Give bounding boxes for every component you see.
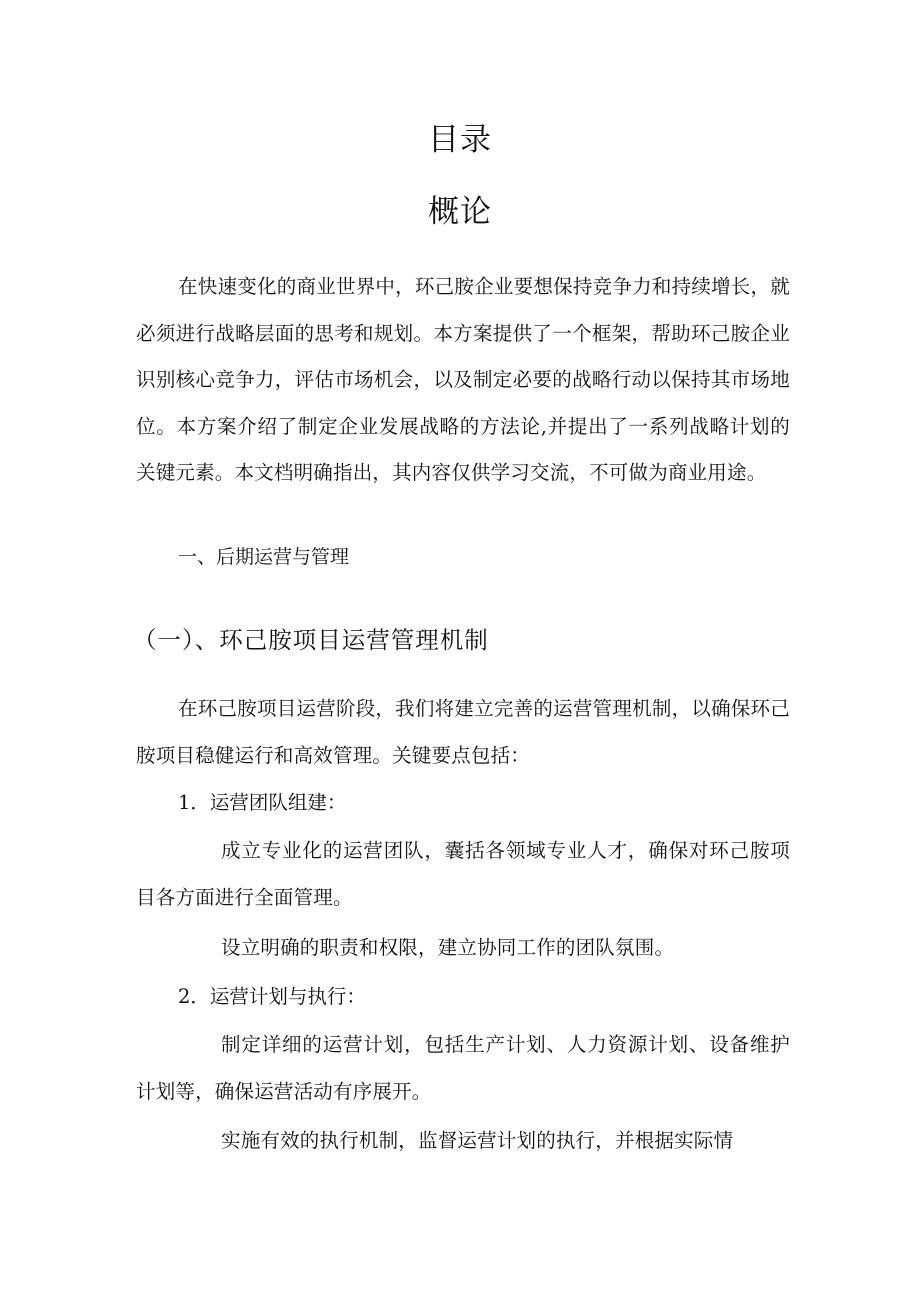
chapter-title: 概论 [428, 194, 492, 230]
list-item-paragraph: 成立专业化的运营团队，囊括各领域专业人才，确保对环己胺项目各方面进行全面管理。 [136, 839, 790, 909]
list-item-paragraph: 制定详细的运营计划，包括生产计划、人力资源计划、设备维护计划等，确保运营活动有序展开。 [136, 1033, 790, 1103]
list-item-paragraph: 实施有效的执行机制，监督运营计划的执行，并根据实际情 [221, 1129, 734, 1152]
section-heading: 一、后期运营与管理 [178, 546, 350, 568]
list-item-paragraph: 设立明确的职责和权限，建立协同工作的团队氛围。 [221, 936, 675, 959]
subsection-heading: （一）、环己胺项目运营管理机制 [133, 626, 489, 654]
subsection-intro-paragraph: 在环己胺项目运营阶段，我们将建立完善的运营管理机制，以确保环己胺项目稳健运行和高效管理。关键要点包括： [136, 697, 790, 767]
list-item-label: 2．运营计划与执行： [178, 985, 366, 1008]
toc-title: 目录 [428, 122, 492, 158]
list-item-label: 1．运营团队组建： [178, 791, 347, 814]
intro-paragraph: 在快速变化的商业世界中，环己胺企业要想保持竞争力和持续增长，就必须进行战略层面的思考和规划。本方案提供了一个框架，帮助环己胺企业识别核心竞争力，评估市场机会，以及制定必要的战略行动以保持其市场地位。本方案介绍了制定企业发展战略的方法论,并提出了一系列战略计划的关键元素。本文档明确指出，其内容仅供学习交流，不可做为商业用途。 [136, 275, 790, 484]
